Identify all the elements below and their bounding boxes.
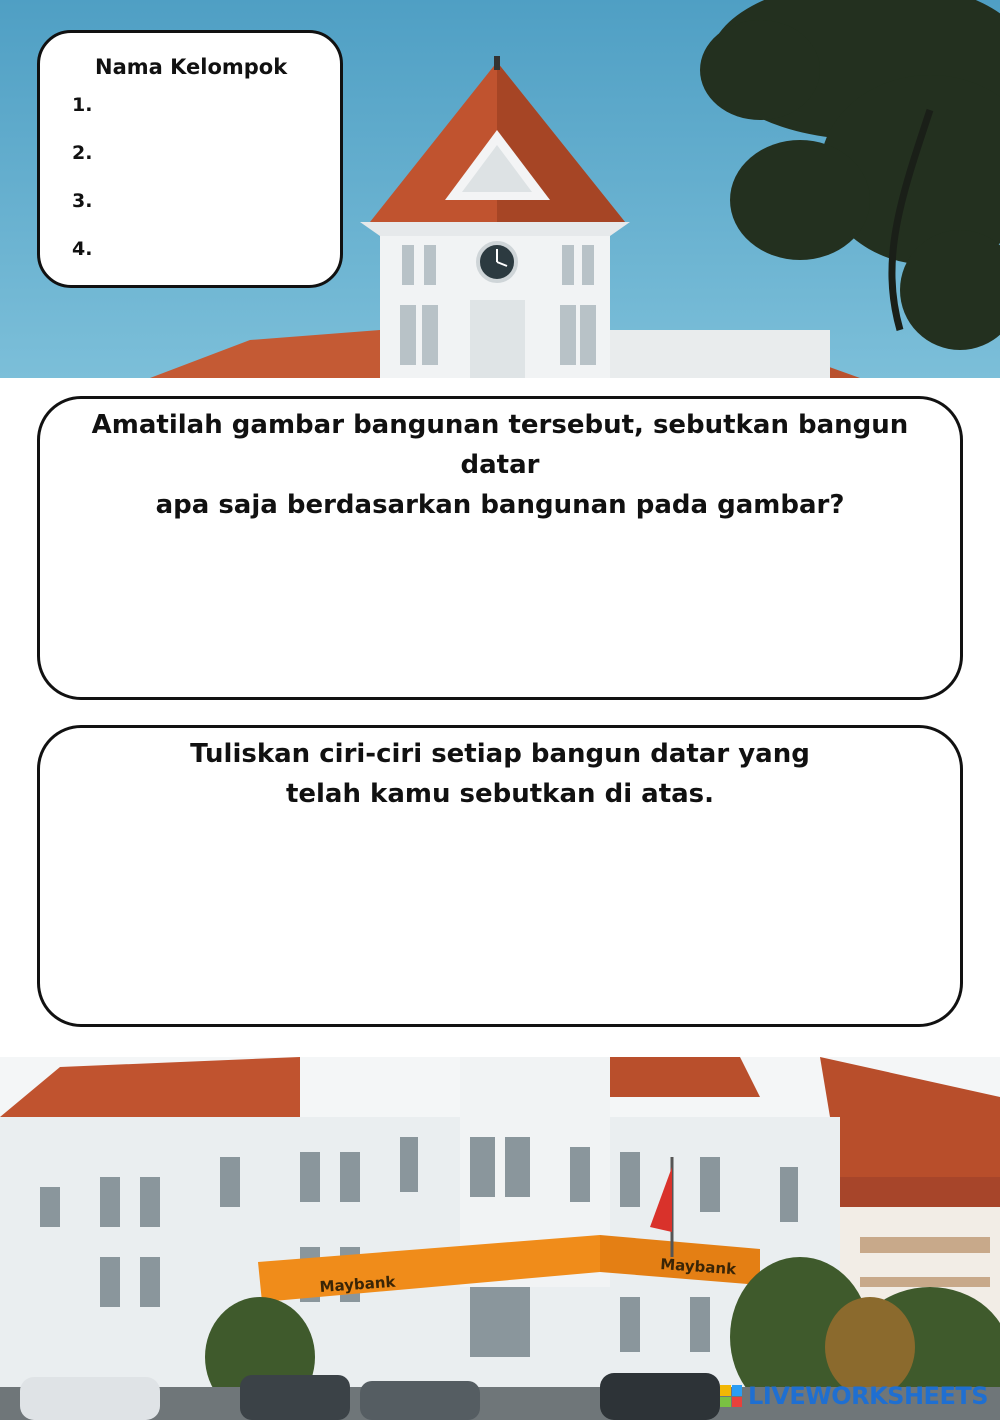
- question-2-line-1: Tuliskan ciri-ciri setiap bangun datar yang: [190, 739, 810, 769]
- liveworksheets-logo-icon: [720, 1385, 742, 1407]
- group-member-line[interactable]: 4.: [72, 238, 93, 260]
- group-member-list: [72, 91, 92, 283]
- group-name-box: [37, 30, 343, 288]
- question-2-answer-field[interactable]: [70, 828, 930, 1000]
- group-member-line[interactable]: 2.: [72, 142, 93, 164]
- group-member-line[interactable]: 1.: [72, 94, 93, 116]
- question-1-answer-field[interactable]: [70, 499, 930, 673]
- liveworksheets-wordmark: LIVEWORKSHEETS: [748, 1382, 988, 1410]
- group-title: Nama Kelompok: [95, 55, 288, 79]
- question-1-line-2: apa saja berdasarkan bangunan pada gambar?: [155, 490, 845, 520]
- question-2-line-2: telah kamu sebutkan di atas.: [285, 779, 715, 809]
- bottom-building-photo: [0, 1057, 1000, 1420]
- question-2-box: [37, 725, 963, 1027]
- question-2-text: [40, 728, 960, 814]
- group-member-line[interactable]: 3.: [72, 190, 93, 212]
- question-1-line-1: Amatilah gambar bangunan tersebut, sebutkan bangun datar: [91, 410, 909, 480]
- question-1-box: [37, 396, 963, 700]
- bank-sign-1: Maybank: [319, 1272, 396, 1296]
- street-building-illustration: [0, 1057, 1000, 1420]
- liveworksheets-badge: [720, 1382, 988, 1410]
- bank-sign-2: Maybank: [659, 1255, 737, 1279]
